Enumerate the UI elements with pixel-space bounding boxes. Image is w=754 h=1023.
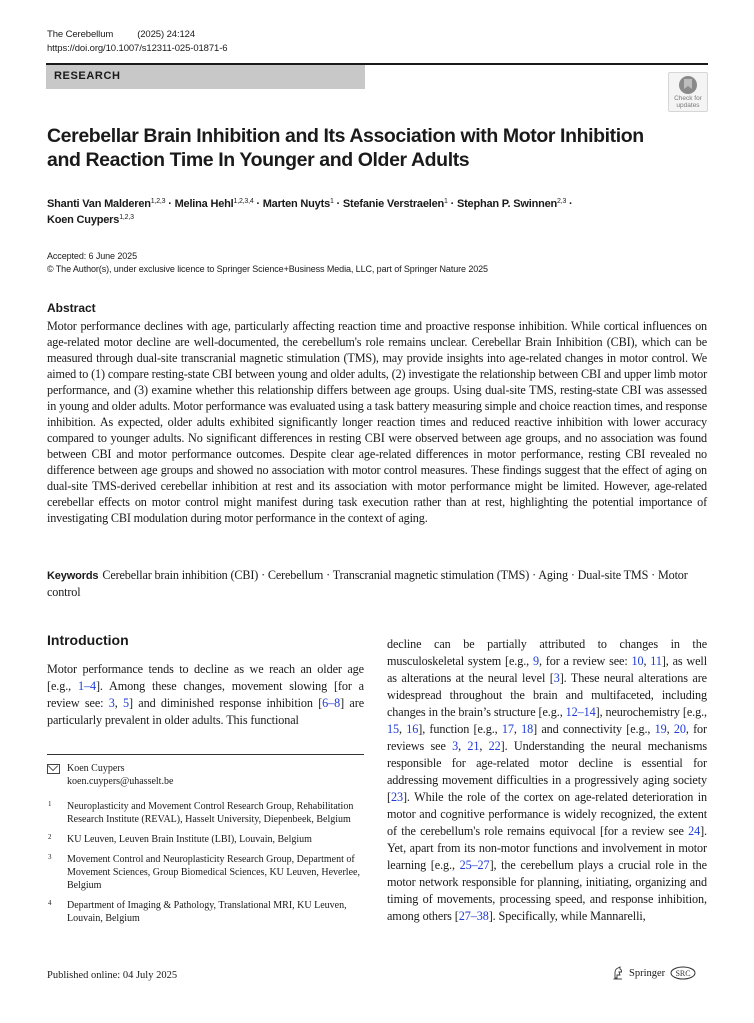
citation-link[interactable]: 16	[406, 722, 419, 736]
citation-link[interactable]: 6–8	[322, 696, 341, 710]
body-text: ,	[643, 654, 651, 668]
publisher-name: Springer	[629, 967, 666, 979]
affiliation-text: KU Leuven, Leuven Brain Institute (LBI), Louvain, Belgium	[67, 834, 312, 845]
envelope-icon	[47, 764, 60, 774]
citation-link[interactable]: 1–4	[77, 679, 96, 693]
body-text: ] and diminished response inhibition [	[129, 696, 323, 710]
introduction-left-column	[47, 661, 364, 729]
introduction-right-column	[387, 636, 707, 925]
body-text: ]. Specifically, while Mannarelli,	[488, 909, 646, 923]
body-text: ,	[114, 696, 123, 710]
affiliation-number: 1	[48, 800, 52, 808]
author[interactable]: Koen Cuypers$^{1,2,3}$	[47, 214, 134, 226]
citation-link[interactable]: 21	[467, 739, 480, 753]
check-for-updates-button[interactable]	[668, 72, 708, 112]
springer-horse-icon	[612, 966, 624, 980]
footnote-rule	[47, 754, 364, 755]
doi-link[interactable]: https://doi.org/10.1007/s12311-025-01871-6	[47, 43, 228, 54]
author-separator: ·	[566, 198, 573, 210]
body-text: ], function [e.g.,	[418, 722, 502, 736]
affiliation-number: 4	[48, 899, 52, 907]
author[interactable]: Marten Nuyts$^1$	[262, 198, 334, 210]
citation-link[interactable]: 19	[654, 722, 667, 736]
journal-volume: (2025) 24:124	[137, 29, 196, 40]
body-text: , for reviews see	[387, 722, 707, 753]
keywords-list: Cerebellar brain inhibition (CBI) · Cerebellum · Transcranial magnetic stimulation (TMS) · Aging · Dual-site TMS · Motor control	[47, 568, 688, 599]
author[interactable]: Stefanie Verstraelen$^1$	[342, 198, 448, 210]
citation-link[interactable]: 17	[501, 722, 514, 736]
introduction-heading: Introduction	[47, 632, 129, 648]
citation-link[interactable]: 25–27	[459, 858, 490, 872]
affiliation-text: Department of Imaging & Pathology, Translational MRI, KU Leuven, Louvain, Belgium	[67, 900, 347, 924]
affiliations	[47, 800, 367, 932]
check-updates-line2: updates	[676, 102, 700, 109]
affiliation-text: Movement Control and Neuroplasticity Research Group, Department of Movement Sciences, Group Biomedical Sciences, KU Leuven, Heverlee, Belgium	[67, 854, 360, 891]
body-text: ]. Understanding the neural mechanisms responsible for age-related motor decline is essential for addressing movement difficulties in a progressively aging society [	[387, 739, 708, 804]
citation-link[interactable]: 3	[108, 696, 115, 710]
affiliation	[47, 800, 367, 826]
citation-link[interactable]: 10	[631, 654, 644, 668]
article-title: Cerebellar Brain Inhibition and Its Association with Motor Inhibition and Reaction Time In Younger and Older Adults	[47, 125, 644, 171]
published-online-date: Published online: 04 July 2025	[47, 970, 178, 981]
author[interactable]: Melina Hehl$^{1,2,3,4}$	[174, 198, 254, 210]
citation-link[interactable]: 27–38	[458, 909, 489, 923]
affiliation	[47, 853, 367, 892]
body-text: ]. Among these changes, movement slowing [for a review see:	[47, 679, 364, 710]
author-separator: ·	[447, 198, 457, 210]
citation-link[interactable]: 3	[452, 739, 459, 753]
contact-name: Koen Cuypers	[67, 763, 125, 774]
citation-link[interactable]: 3	[553, 671, 560, 685]
citation-link[interactable]: 24	[688, 824, 701, 838]
article-dates	[47, 250, 488, 276]
body-text: ,	[513, 722, 522, 736]
journal-meta	[47, 28, 228, 56]
citation-link[interactable]: 5	[123, 696, 129, 710]
svg-text:SRC: SRC	[675, 969, 691, 978]
body-text: ]. These neural alterations are widespread throughout the brain and multifaceted, including changes in the brain’s structure [e.g.,	[387, 671, 707, 719]
abstract-text: Motor performance declines with age, particularly affecting reaction time and proactive response inhibition. While cortical influences on age-related motor decline are well-documented, the cerebellum's role remains unclear. Cerebellar Brain Inhibition (CBI), which can be measured through dual-site transcranial magnetic stimulation (TMS), may provide insights into age-related changes in motor control. We aimed to (1) compare resting-state CBI between young and older adults, (2) investigate the relationship between CBI and upper limb motor performance, and (3) examine whether this relationship differs between age groups. Using dual-site TMS, resting-state CBI was assessed in young and older adults. Motor performance was evaluated using a task battery measuring simple and choice reaction times, and response inhibition. As expected, older adults exhibited significantly longer reaction times and reduced reactive inhibition with lower accuracy compared to younger adults. No significant differences in resting CBI were observed between age groups, and no association was found between CBI and motor performance outcomes. Despite clear age-related differences in motor performance, resting CBI revealed no difference between age groups and showed no association with motor control measures. These findings suggest that the effect of aging on dual-site TMS-derived cerebellar inhibition at rest and its association with motor performance might be limited. However, age-related cerebellar effects on motor control might manifest during task execution rather than at rest, highlighting the potential importance of investigating CBI modulation during motor performance in the context of aging.	[47, 319, 707, 525]
body-text: ,	[458, 739, 468, 753]
body-text: ]. Yet, apart from its non-motor functions and involvement in motor learning [e.g.,	[387, 824, 707, 872]
journal-name: The Cerebellum	[47, 29, 114, 40]
abstract-heading: Abstract	[47, 301, 96, 315]
body-text: ], the cerebellum plays a crucial role in the motor network responsible for planning, initiating, organizing and timing of movements, processing speed, and response inhibition, among others [	[387, 858, 707, 923]
author-separator: ·	[333, 198, 343, 210]
affiliation-number: 3	[48, 853, 52, 861]
body-text: ] are particularly prevalent in older adults. This functional	[47, 696, 365, 727]
src-society-logo	[670, 966, 696, 980]
check-for-updates-icon	[679, 76, 697, 94]
affiliation	[47, 833, 367, 846]
body-text: ,	[479, 739, 489, 753]
article-type-label: RESEARCH	[54, 70, 121, 82]
citation-link[interactable]: 22	[488, 739, 501, 753]
citation-link[interactable]: 20	[673, 722, 686, 736]
body-text: , for a review see:	[538, 654, 632, 668]
author-separator: ·	[165, 198, 175, 210]
publisher-logo	[612, 966, 696, 980]
author[interactable]: Shanti Van Malderen$^{1,2,3}$	[47, 198, 166, 210]
author-list	[47, 196, 707, 228]
author-separator: ·	[253, 198, 263, 210]
body-text: ]. While the role of the cortex on age-related deterioration in motor and cognitive performance is widely recognized, the extent of the cerebellum's role remains equivocal [for a review see	[387, 790, 707, 838]
accepted-date: Accepted: 6 June 2025	[47, 251, 137, 261]
citation-link[interactable]: 12–14	[565, 705, 596, 719]
body-text: ], as well as alterations at the neural level [	[387, 654, 707, 685]
body-text: decline can be partially attributed to changes in the musculoskeletal system [e.g.,	[387, 637, 707, 668]
check-updates-line1: Check for	[674, 95, 702, 102]
affiliation-text: Neuroplasticity and Movement Control Research Group, Rehabilitation Research Institute (REVAL), Hasselt University, Diepenbeek, Belgium	[67, 801, 354, 825]
author[interactable]: Stephan P. Swinnen$^{2,3}$	[456, 198, 567, 210]
body-text: ,	[666, 722, 674, 736]
citation-link[interactable]: 15	[387, 722, 399, 736]
body-text: Motor performance tends to decline as we reach an older age [e.g.,	[47, 662, 364, 693]
body-text: ] and connectivity [e.g.,	[533, 722, 655, 736]
affiliation-number: 2	[48, 833, 52, 841]
citation-link[interactable]: 23	[390, 790, 403, 804]
body-text: ], neurochemistry [e.g.,	[595, 705, 707, 719]
keywords	[47, 567, 707, 600]
citation-link[interactable]: 9	[532, 654, 539, 668]
body-text: ,	[399, 722, 407, 736]
citation-link[interactable]: 11	[650, 654, 662, 668]
copyright-notice: © The Author(s), under exclusive licence to Springer Science+Business Media, LLC, part of Springer Nature 2025	[47, 264, 488, 274]
citation-link[interactable]: 18	[521, 722, 534, 736]
affiliation	[47, 899, 367, 925]
article-type-bar	[46, 65, 365, 89]
contact-email[interactable]: koen.cuypers@uhasselt.be	[67, 776, 174, 787]
keywords-label: Keywords	[47, 570, 99, 582]
